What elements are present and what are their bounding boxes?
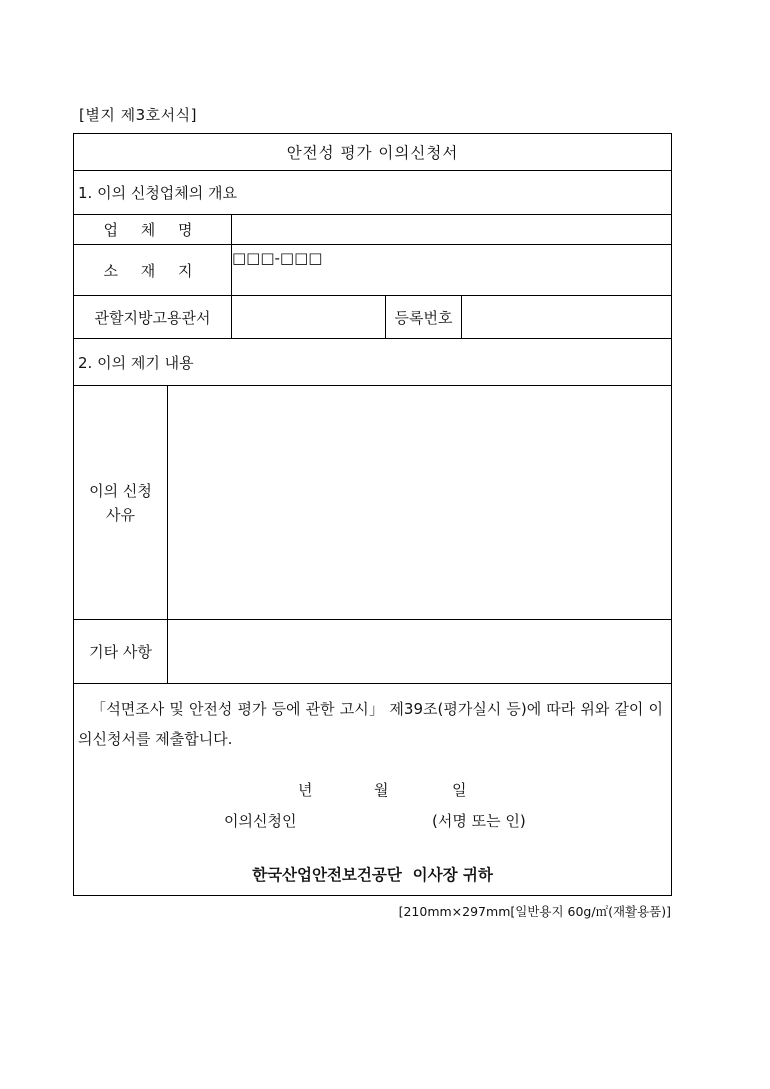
other-field[interactable]: [168, 620, 671, 683]
recipient: 한국산업안전보건공단 이사장 귀하: [252, 866, 493, 884]
day-label: 일: [452, 781, 467, 799]
company-name-field[interactable]: [234, 215, 671, 244]
company-name-label: 업 체 명: [103, 221, 202, 239]
year-label: 년: [298, 781, 313, 799]
applicant-label: 이의신청인: [224, 812, 297, 830]
month-label: 월: [374, 781, 389, 799]
divider: [74, 683, 671, 684]
office-field[interactable]: [232, 296, 385, 338]
signature-label: (서명 또는 인): [432, 812, 526, 830]
reason-label-line1: 이의 신청: [89, 481, 152, 500]
application-form-table: [73, 133, 672, 896]
address-field[interactable]: □□□-□□□: [232, 249, 323, 267]
office-label: 관할지방고용관서: [94, 308, 211, 327]
paper-size-note: [210mm×297mm[일반용지 60g/㎡(재활용품)]: [398, 904, 671, 919]
reason-label: [74, 386, 167, 619]
section1-heading: 1. 이의 신청업체의 개요: [78, 184, 238, 202]
address-label: 소 재 지: [103, 261, 202, 280]
section2-heading: 2. 이의 제기 내용: [78, 353, 194, 372]
form-label: [별지 제3호서식]: [79, 106, 197, 124]
declaration-statement: 「석면조사 및 안전성 평가 등에 관한 고시」 제39조(평가실시 등)에 따라 위와 같이 이의신청서를 제출합니다.: [78, 700, 663, 748]
form-title: 안전성 평가 이의신청서: [286, 144, 459, 162]
reg-no-field[interactable]: [462, 296, 671, 338]
other-label: 기타 사항: [89, 643, 152, 661]
reason-field[interactable]: [168, 386, 671, 619]
reg-no-label: 등록번호: [394, 308, 453, 327]
reason-label-line2: 사유: [106, 505, 135, 524]
